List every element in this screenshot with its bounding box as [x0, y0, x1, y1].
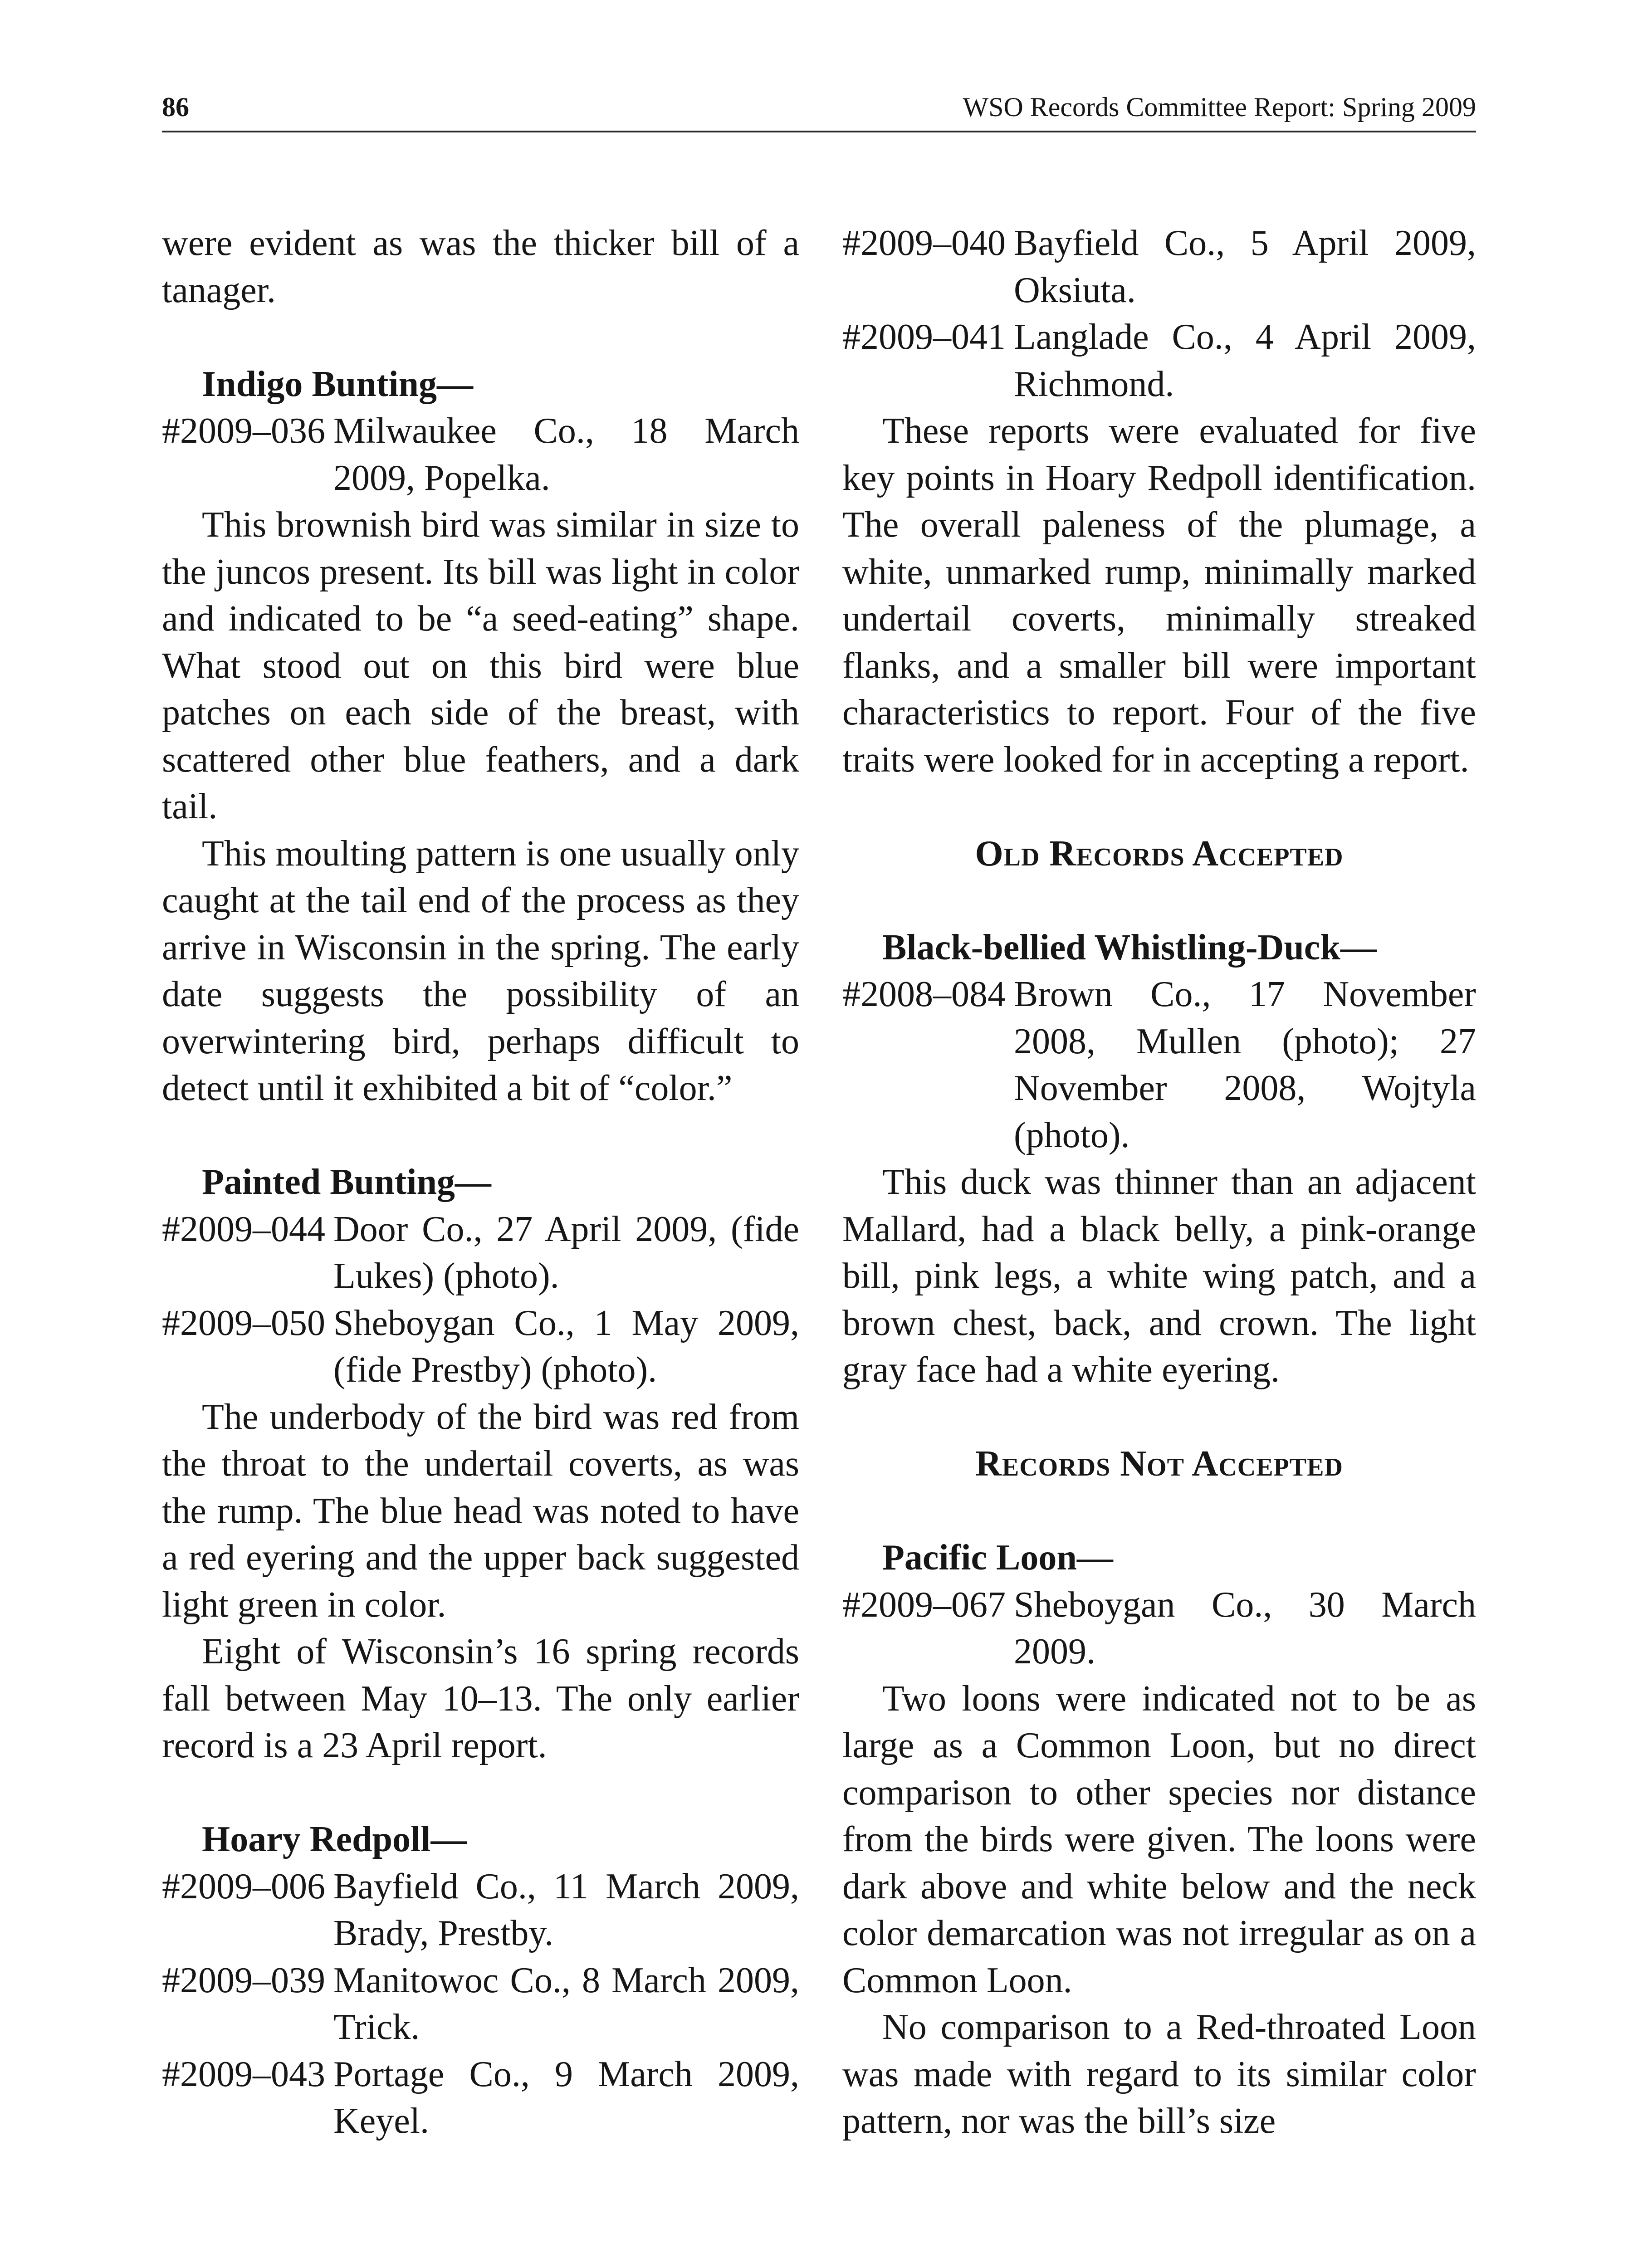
record-entry [842, 314, 1476, 408]
record-details: Sheboygan Co., 1 May 2009, (fide Prestby) (photo). [333, 1303, 799, 1390]
record-number: #2009–050 [162, 1303, 325, 1343]
record-entry [162, 408, 799, 502]
record-details: Bayfield Co., 5 April 2009, Oksiuta. [1014, 223, 1476, 310]
record-number: #2009–039 [162, 1960, 325, 2000]
record-number: #2008–084 [842, 974, 1006, 1014]
page-header [162, 85, 1476, 132]
species-heading-hoary-redpoll: Hoary Redpoll— [202, 1819, 467, 1859]
species-heading-painted-bunting: Painted Bunting— [202, 1162, 491, 1202]
paragraph: These reports were evaluated for five key points in Hoary Redpoll identification. The overall paleness of the plumage, a white, unmarked rump, minimally marked undertail coverts, minimally streaked flanks, and a smaller bill were important characteristics to report. Four of the five traits were looked for in accepting a report. [842, 411, 1476, 780]
record-details: Door Co., 27 April 2009, (fide Lukes) (photo). [333, 1209, 799, 1296]
record-number: #2009–006 [162, 1866, 325, 1906]
right-column [842, 220, 1476, 2145]
running-title: WSO Records Committee Report: Spring 2009 [963, 92, 1476, 122]
paragraph: were evident as was the thicker bill of a tanager. [162, 223, 799, 310]
record-number: #2009–040 [842, 223, 1006, 263]
paragraph: This moulting pattern is one usually only caught at the tail end of the process as they arrive in Wisconsin in the spring. The early date suggests the possibility of an overwintering bird, perhaps difficult to detect until it exhibited a bit of “color.” [162, 833, 799, 1108]
record-details: Langlade Co., 4 April 2009, Richmond. [1014, 317, 1476, 404]
record-number: #2009–041 [842, 317, 1006, 357]
paragraph: Eight of Wisconsin’s 16 spring records fall between May 10–13. The only earlier record is a 23 April report. [162, 1632, 799, 1765]
record-entry [162, 1300, 799, 1394]
record-entry [842, 1582, 1476, 1676]
species-heading-pacific-loon: Pacific Loon— [882, 1538, 1113, 1578]
paragraph: Two loons were indicated not to be as large as a Common Loon, but no direct comparison to other species nor distance from the birds were given. The loons were dark above and white below and the neck color demarcation was not irregular as on a Common Loon. [842, 1678, 1476, 2000]
record-number: #2009–067 [842, 1584, 1006, 1625]
record-entry [162, 1863, 799, 1957]
record-details: Brown Co., 17 November 2008, Mullen (photo); 27 November 2008, Wojtyla (photo). [1014, 974, 1476, 1155]
paragraph: No comparison to a Red-throated Loon was made with regard to its similar color pattern, nor was the bill’s size [842, 2007, 1476, 2141]
record-entry [162, 1206, 799, 1300]
record-details: Bayfield Co., 11 March 2009, Brady, Prestby. [333, 1866, 799, 1953]
species-heading-indigo-bunting: Indigo Bunting— [202, 364, 474, 404]
record-details: Milwaukee Co., 18 March 2009, Popelka. [333, 411, 799, 498]
paragraph: This brownish bird was similar in size to the juncos present. Its bill was light in color and indicated to be “a seed-eating” shape. What stood out on this bird were blue patches on each side of the breast, with scattered other blue feathers, and a dark tail. [162, 505, 799, 826]
record-entry [842, 220, 1476, 314]
record-details: Manitowoc Co., 8 March 2009, Trick. [333, 1960, 799, 2047]
left-column [162, 220, 799, 2145]
paragraph: This duck was thinner than an adjacent Mallard, had a black belly, a pink-orange bill, pink legs, a white wing patch, and a brown chest, back, and crown. The light gray face had a white eyering. [842, 1162, 1476, 1390]
record-details: Sheboygan Co., 30 March 2009. [1014, 1584, 1476, 1672]
record-entry [162, 1957, 799, 2051]
record-number: #2009–043 [162, 2054, 325, 2094]
record-number: #2009–036 [162, 411, 325, 451]
page-number: 86 [162, 92, 189, 122]
record-entry [842, 971, 1476, 1159]
record-entry [162, 2051, 799, 2145]
paragraph: The underbody of the bird was red from the throat to the undertail coverts, as was the rump. The blue head was noted to have a red eyering and the upper back suggested light green in color. [162, 1397, 799, 1625]
record-number: #2009–044 [162, 1209, 325, 1249]
section-title-records-not-accepted: Records Not Accepted [975, 1444, 1343, 1484]
section-title-old-records-accepted: Old Records Accepted [975, 833, 1344, 874]
species-heading-black-bellied-whistling-duck: Black-bellied Whistling-Duck— [882, 927, 1377, 968]
record-details: Portage Co., 9 March 2009, Keyel. [333, 2054, 799, 2141]
